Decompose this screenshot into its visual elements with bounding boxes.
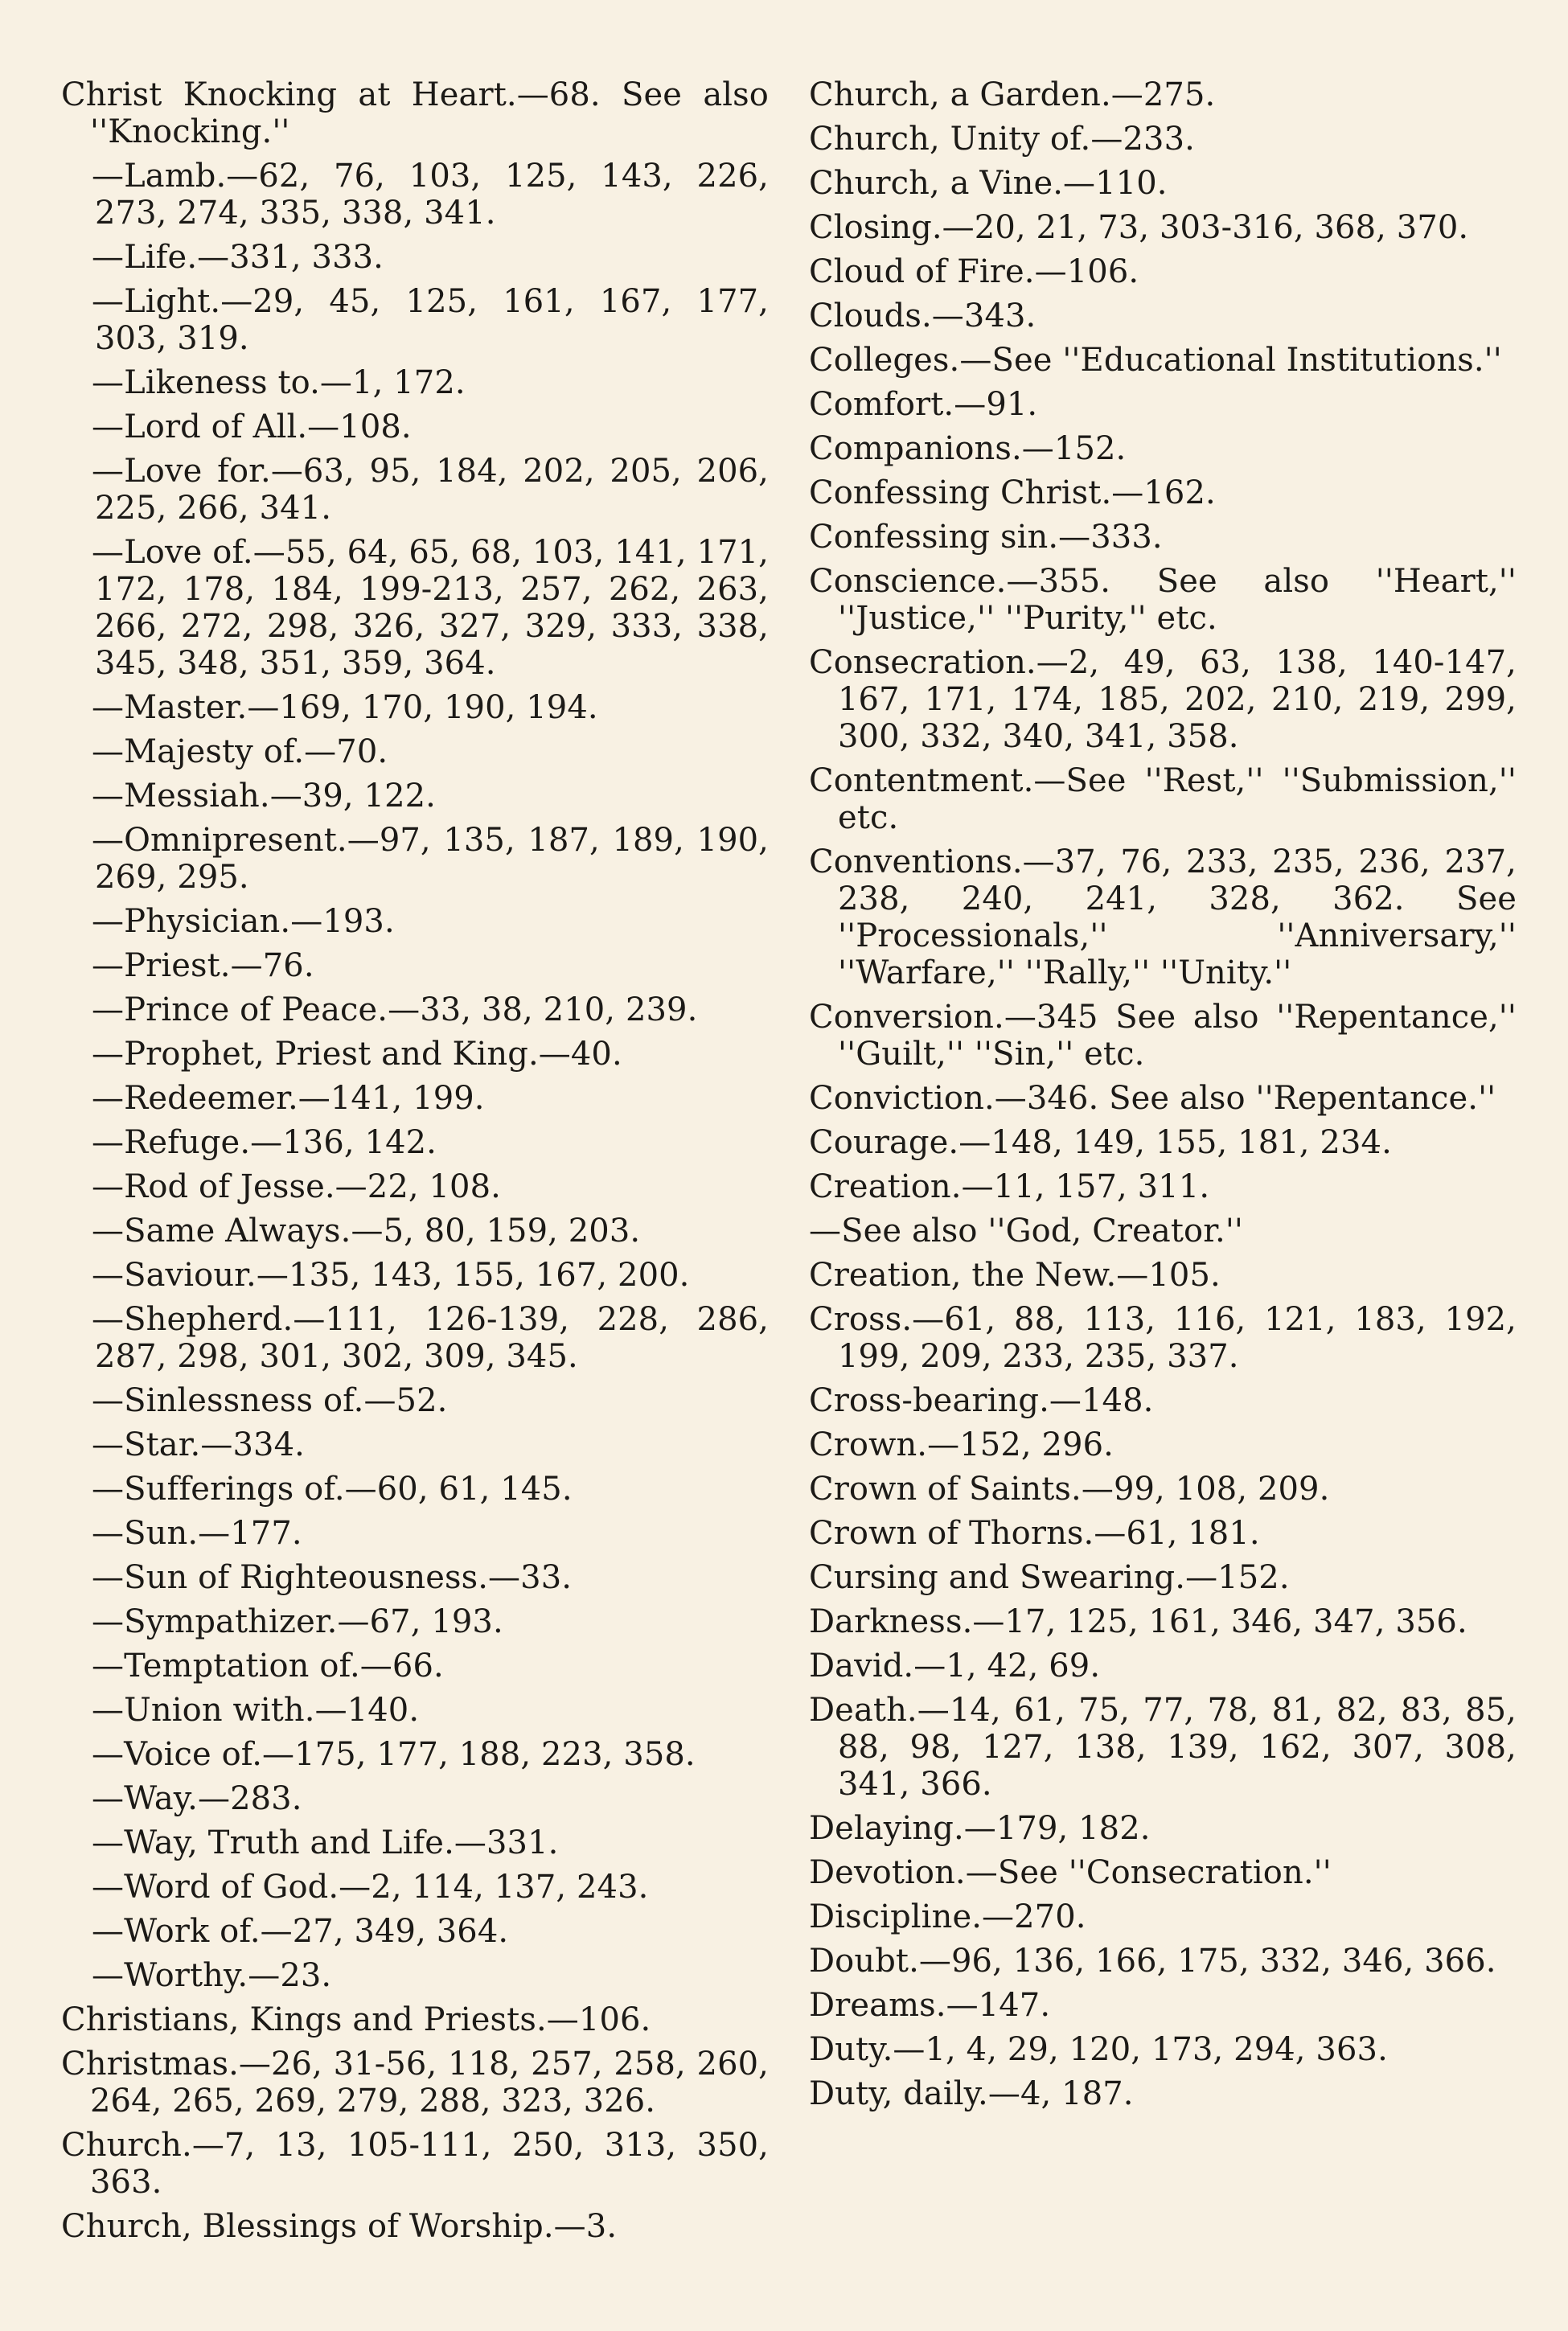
- index-entry: Cross.—61, 88, 113, 116, 121, 183, 192, 199, 209, 233, 235, 337.: [809, 1301, 1517, 1375]
- index-entry: Death.—14, 61, 75, 77, 78, 81, 82, 83, 85, 88, 98, 127, 138, 139, 162, 307, 308, 341, 366.: [809, 1692, 1517, 1803]
- index-entry: Conversion.—345 See also ''Repentance,'' ''Guilt,'' ''Sin,'' etc.: [809, 999, 1517, 1073]
- index-subentry: —Sun of Righteousness.—33.: [92, 1559, 573, 1596]
- index-subentry: —Prophet, Priest and King.—40.: [92, 1036, 622, 1073]
- index-entry: Doubt.—96, 136, 166, 175, 332, 346, 366.: [809, 1943, 1496, 1980]
- index-subentry: —Prince of Peace.—33, 38, 210, 239.: [92, 991, 698, 1028]
- index-entry: Christians, Kings and Priests.—106.: [61, 2001, 651, 2038]
- index-entry: Discipline.—270.: [809, 1898, 1086, 1935]
- index-subentry: —Priest.—76.: [92, 947, 314, 984]
- index-entry: David.—1, 42, 69.: [809, 1648, 1101, 1685]
- index-subentry: —Sun.—177.: [92, 1515, 302, 1552]
- index-subentry: —Sympathizer.—67, 193.: [92, 1603, 503, 1640]
- index-subentry: —Star.—334.: [92, 1426, 305, 1463]
- index-subentry: —Physician.—193.: [92, 903, 395, 940]
- index-entry: Darkness.—17, 125, 161, 346, 347, 356.: [809, 1603, 1467, 1640]
- index-entry: Church, a Garden.—275.: [809, 76, 1216, 113]
- index-entry: Church, Blessings of Worship.—3.: [61, 2208, 618, 2245]
- index-column-left: [61, 76, 769, 2252]
- index-entry: Crown.—152, 296.: [809, 1426, 1114, 1463]
- index-entry: Contentment.—See ''Rest,'' ''Submission,'' etc.: [809, 762, 1517, 836]
- index-entry: Delaying.—179, 182.: [809, 1810, 1151, 1847]
- index-subentry: —Majesty of.—70.: [92, 733, 388, 770]
- index-entry: Cross-bearing.—148.: [809, 1382, 1154, 1419]
- index-subentry: —Shepherd.—111, 126-139, 228, 286, 287, 298, 301, 302, 309, 345.: [92, 1301, 769, 1375]
- index-entry: Confessing sin.—333.: [809, 519, 1163, 556]
- index-subentry: —Likeness to.—1, 172.: [92, 364, 466, 401]
- index-entry: Comfort.—91.: [809, 386, 1038, 423]
- index-subentry: —Love for.—63, 95, 184, 202, 205, 206, 225, 266, 341.: [92, 453, 769, 527]
- index-subentry: —Word of God.—2, 114, 137, 243.: [92, 1869, 649, 1906]
- index-subentry: —Same Always.—5, 80, 159, 203.: [92, 1213, 641, 1250]
- index-subentry: —Lamb.—62, 76, 103, 125, 143, 226, 273, 274, 335, 338, 341.: [92, 158, 769, 232]
- index-entry: Courage.—148, 149, 155, 181, 234.: [809, 1124, 1392, 1161]
- index-entry: Conscience.—355. See also ''Heart,'' ''Justice,'' ''Purity,'' etc.: [809, 563, 1517, 637]
- index-subentry: —Redeemer.—141, 199.: [92, 1080, 485, 1117]
- index-entry: Conventions.—37, 76, 233, 235, 236, 237, 238, 240, 241, 328, 362. See ''Processionals,'' ''Anniversary,'' ''Warfare,'' ''Rally,'' ''Unity.'': [809, 843, 1517, 991]
- index-entry: Crown of Thorns.—61, 181.: [809, 1515, 1260, 1552]
- index-subentry: —Work of.—27, 349, 364.: [92, 1913, 509, 1950]
- index-subentry: —Sinlessness of.—52.: [92, 1382, 448, 1419]
- index-subentry: —Life.—331, 333.: [92, 239, 384, 276]
- index-entry: Creation.—11, 157, 311.: [809, 1168, 1210, 1205]
- index-subentry: —Saviour.—135, 143, 155, 167, 200.: [92, 1257, 690, 1294]
- index-entry: Duty.—1, 4, 29, 120, 173, 294, 363.: [809, 2031, 1388, 2068]
- index-entry: Church, Unity of.—233.: [809, 121, 1195, 158]
- index-subentry: —Light.—29, 45, 125, 161, 167, 177, 303, 319.: [92, 283, 769, 357]
- index-column-right: [809, 76, 1517, 2120]
- index-entry: Confessing Christ.—162.: [809, 474, 1216, 511]
- index-entry: Closing.—20, 21, 73, 303-316, 368, 370.: [809, 209, 1469, 246]
- index-subentry: —Sufferings of.—60, 61, 145.: [92, 1471, 573, 1508]
- index-entry: Christmas.—26, 31-56, 118, 257, 258, 260, 264, 265, 269, 279, 288, 323, 326.: [61, 2046, 769, 2120]
- index-subentry: —Lord of All.—108.: [92, 408, 412, 445]
- index-subentry: —Way.—283.: [92, 1780, 302, 1817]
- index-entry: Dreams.—147.: [809, 1987, 1051, 2024]
- index-entry: Clouds.—343.: [809, 298, 1036, 334]
- index-entry: Duty, daily.—4, 187.: [809, 2075, 1134, 2112]
- index-subentry: —Way, Truth and Life.—331.: [92, 1824, 559, 1861]
- index-subentry: —Rod of Jesse.—22, 108.: [92, 1168, 501, 1205]
- index-subentry: —Messiah.—39, 122.: [92, 778, 436, 815]
- index-entry: —See also ''God, Creator.'': [809, 1213, 1244, 1250]
- index-entry: Cursing and Swearing.—152.: [809, 1559, 1290, 1596]
- index-entry: Creation, the New.—105.: [809, 1257, 1221, 1294]
- index-subentry: —Omnipresent.—97, 135, 187, 189, 190, 269, 295.: [92, 822, 769, 896]
- index-subentry: —Refuge.—136, 142.: [92, 1124, 437, 1161]
- index-entry: Church.—7, 13, 105-111, 250, 313, 350, 363.: [61, 2127, 769, 2201]
- index-entry: Consecration.—2, 49, 63, 138, 140-147, 167, 171, 174, 185, 202, 210, 219, 299, 300, 332, 340, 341, 358.: [809, 644, 1517, 755]
- index-entry: Companions.—152.: [809, 430, 1127, 467]
- index-entry: Devotion.—See ''Consecration.'': [809, 1854, 1332, 1891]
- index-subentry: —Master.—169, 170, 190, 194.: [92, 689, 598, 726]
- index-subentry: —Love of.—55, 64, 65, 68, 103, 141, 171, 172, 178, 184, 199-213, 257, 262, 263, 266, 272, 298, 326, 327, 329, 333, 338, 345, 348, 351, 359, 364.: [92, 534, 769, 682]
- index-entry: Conviction.—346. See also ''Repentance.'': [809, 1080, 1496, 1117]
- index-entry: Colleges.—See ''Educational Institutions.'': [809, 342, 1502, 379]
- index-entry: Christ Knocking at Heart.—68. See also ''Knocking.'': [61, 76, 769, 150]
- index-subentry: —Voice of.—175, 177, 188, 223, 358.: [92, 1736, 696, 1773]
- index-entry: Cloud of Fire.—106.: [809, 253, 1139, 290]
- index-entry: Church, a Vine.—110.: [809, 165, 1168, 202]
- index-subentry: —Union with.—140.: [92, 1692, 420, 1729]
- index-subentry: —Temptation of.—66.: [92, 1648, 444, 1685]
- index-subentry: —Worthy.—23.: [92, 1957, 332, 1994]
- index-entry: Crown of Saints.—99, 108, 209.: [809, 1471, 1330, 1508]
